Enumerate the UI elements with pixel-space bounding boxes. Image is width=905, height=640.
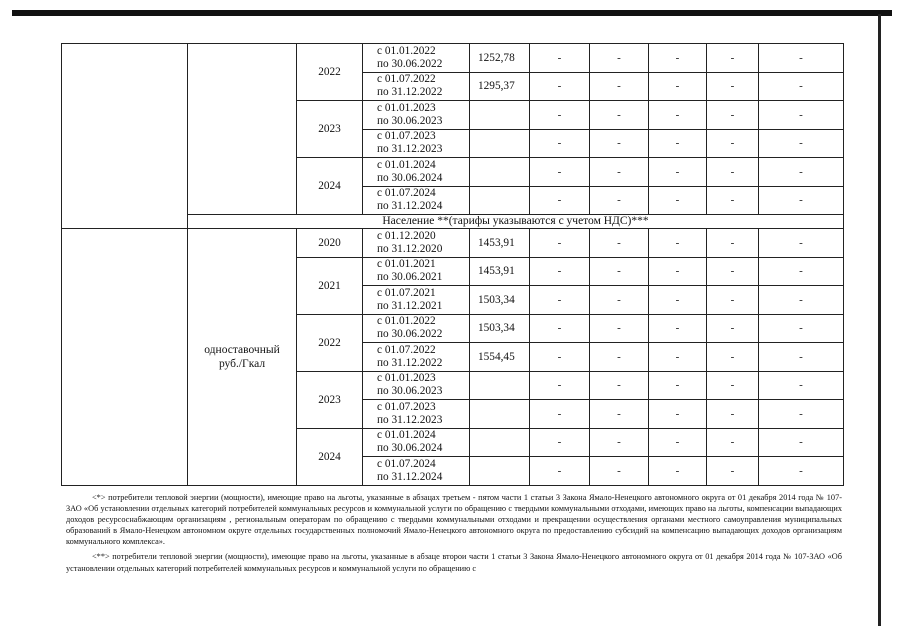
empty-value-dash: - bbox=[759, 72, 844, 101]
empty-value-dash: - bbox=[649, 343, 707, 372]
period-to: по 31.12.2021 bbox=[377, 299, 443, 312]
period-cell bbox=[363, 457, 470, 486]
tariff-value: 1554,45 bbox=[470, 343, 530, 372]
period-to: по 31.12.2022 bbox=[377, 86, 443, 99]
empty-value-dash: - bbox=[590, 257, 649, 286]
tariff-value bbox=[470, 101, 530, 130]
period-from: с 01.01.2021 bbox=[377, 258, 436, 271]
period-cell bbox=[363, 186, 470, 215]
empty-value-dash: - bbox=[707, 44, 759, 73]
tariff-value bbox=[470, 457, 530, 486]
period-from: с 01.01.2024 bbox=[377, 158, 436, 171]
empty-value-dash: - bbox=[759, 343, 844, 372]
empty-value-dash: - bbox=[649, 457, 707, 486]
period-cell bbox=[363, 314, 470, 343]
empty-value-dash: - bbox=[707, 72, 759, 101]
period-cell bbox=[363, 229, 470, 258]
unit-label: руб./Гкал bbox=[218, 357, 266, 370]
period-from: с 01.12.2020 bbox=[377, 229, 436, 242]
empty-value-dash: - bbox=[649, 428, 707, 457]
unit-cell-empty bbox=[188, 44, 297, 215]
empty-value-dash: - bbox=[759, 229, 844, 258]
empty-value-dash: - bbox=[759, 186, 844, 215]
period-cell bbox=[363, 129, 470, 158]
period-to: по 31.12.2020 bbox=[377, 242, 443, 255]
tariff-value: 1453,91 bbox=[470, 229, 530, 258]
period-to: по 31.12.2022 bbox=[377, 356, 443, 369]
empty-value-dash: - bbox=[649, 229, 707, 258]
empty-value-dash: - bbox=[530, 257, 590, 286]
period-to: по 31.12.2023 bbox=[377, 413, 443, 426]
empty-value-dash: - bbox=[530, 158, 590, 187]
tariff-value: 1295,37 bbox=[470, 72, 530, 101]
empty-value-dash: - bbox=[707, 186, 759, 215]
tariff-table bbox=[61, 43, 844, 486]
empty-value-dash: - bbox=[590, 158, 649, 187]
period-from: с 01.01.2022 bbox=[377, 315, 436, 328]
period-to: по 30.06.2022 bbox=[377, 57, 443, 70]
empty-value-dash: - bbox=[649, 257, 707, 286]
category-cell bbox=[62, 44, 188, 229]
empty-value-dash: - bbox=[590, 314, 649, 343]
empty-value-dash: - bbox=[590, 457, 649, 486]
table-row bbox=[62, 229, 844, 258]
empty-value-dash: - bbox=[530, 457, 590, 486]
empty-value-dash: - bbox=[707, 343, 759, 372]
period-to: по 31.12.2023 bbox=[377, 143, 443, 156]
period-cell bbox=[363, 101, 470, 130]
empty-value-dash: - bbox=[649, 286, 707, 315]
section-header: Население **(тарифы указываются с учетом НДС)*** bbox=[188, 215, 844, 229]
period-to: по 31.12.2024 bbox=[377, 200, 443, 213]
empty-value-dash: - bbox=[590, 286, 649, 315]
empty-value-dash: - bbox=[649, 400, 707, 429]
period-from: с 01.01.2024 bbox=[377, 429, 436, 442]
year-cell: 2024 bbox=[297, 158, 363, 215]
period-from: с 01.07.2021 bbox=[377, 286, 436, 299]
empty-value-dash: - bbox=[530, 229, 590, 258]
period-cell bbox=[363, 343, 470, 372]
period-to: по 30.06.2023 bbox=[377, 385, 443, 398]
tariff-value: 1503,34 bbox=[470, 314, 530, 343]
empty-value-dash: - bbox=[590, 44, 649, 73]
table-row bbox=[62, 44, 844, 73]
empty-value-dash: - bbox=[590, 371, 649, 400]
period-from: с 01.07.2024 bbox=[377, 187, 436, 200]
period-to: по 30.06.2024 bbox=[377, 442, 443, 455]
period-to: по 30.06.2023 bbox=[377, 114, 443, 127]
tariff-value: 1503,34 bbox=[470, 286, 530, 315]
period-from: с 01.07.2023 bbox=[377, 400, 436, 413]
empty-value-dash: - bbox=[590, 129, 649, 158]
period-cell bbox=[363, 72, 470, 101]
empty-value-dash: - bbox=[590, 186, 649, 215]
empty-value-dash: - bbox=[649, 101, 707, 130]
empty-value-dash: - bbox=[759, 314, 844, 343]
empty-value-dash: - bbox=[649, 129, 707, 158]
period-from: с 01.07.2022 bbox=[377, 343, 436, 356]
period-cell bbox=[363, 400, 470, 429]
empty-value-dash: - bbox=[759, 457, 844, 486]
empty-value-dash: - bbox=[759, 129, 844, 158]
footnote-1: <*> потребители тепловой энергии (мощности), имеющие право на льготы, указанные в абзацах третьем - пятом части 1 статьи 3 Закона Ямало-Ненецкого автономного округа от 01 декабря 2014 года № 107-ЗАО «Об установлении отдельных категорий потребителей коммунальных ресурсов и коммунальной услуги по обращению с твердыми коммунальными отходами, имеющих право на льготы, компенсации выпадающих доходов ресурсоснабжающим организациям , региональным операторам по обращению с твердыми коммунальными отходами и прекращении осуществления органами местного самоуправления муниципальных образований в Ямало-Ненецком автономном округе отдельных государственных полномочий Ямало-Ненецкого автономного округа по предоставлению субсидий на компенсацию выпадающих доходов организациям коммунального комплекса». bbox=[66, 493, 842, 547]
year-cell: 2024 bbox=[297, 428, 363, 485]
empty-value-dash: - bbox=[707, 158, 759, 187]
empty-value-dash: - bbox=[707, 457, 759, 486]
empty-value-dash: - bbox=[707, 371, 759, 400]
tariff-value bbox=[470, 129, 530, 158]
empty-value-dash: - bbox=[590, 229, 649, 258]
unit-cell bbox=[188, 229, 297, 486]
tariff-value bbox=[470, 371, 530, 400]
empty-value-dash: - bbox=[707, 257, 759, 286]
empty-value-dash: - bbox=[707, 314, 759, 343]
tariff-value bbox=[470, 186, 530, 215]
empty-value-dash: - bbox=[759, 371, 844, 400]
period-from: с 01.07.2023 bbox=[377, 130, 436, 143]
empty-value-dash: - bbox=[707, 400, 759, 429]
empty-value-dash: - bbox=[759, 44, 844, 73]
page-top-border bbox=[12, 10, 892, 16]
year-cell: 2020 bbox=[297, 229, 363, 258]
tariff-value bbox=[470, 400, 530, 429]
period-cell bbox=[363, 44, 470, 73]
year-cell: 2022 bbox=[297, 314, 363, 371]
period-to: по 30.06.2021 bbox=[377, 271, 443, 284]
empty-value-dash: - bbox=[530, 371, 590, 400]
empty-value-dash: - bbox=[759, 286, 844, 315]
period-to: по 31.12.2024 bbox=[377, 470, 443, 483]
page-right-border bbox=[878, 14, 881, 626]
empty-value-dash: - bbox=[590, 428, 649, 457]
period-to: по 30.06.2022 bbox=[377, 328, 443, 341]
empty-value-dash: - bbox=[649, 314, 707, 343]
empty-value-dash: - bbox=[649, 158, 707, 187]
empty-value-dash: - bbox=[649, 371, 707, 400]
period-cell bbox=[363, 257, 470, 286]
period-from: с 01.07.2024 bbox=[377, 457, 436, 470]
empty-value-dash: - bbox=[590, 400, 649, 429]
tariff-value bbox=[470, 428, 530, 457]
empty-value-dash: - bbox=[707, 129, 759, 158]
year-cell: 2023 bbox=[297, 101, 363, 158]
period-from: с 01.01.2023 bbox=[377, 372, 436, 385]
empty-value-dash: - bbox=[530, 343, 590, 372]
empty-value-dash: - bbox=[649, 186, 707, 215]
empty-value-dash: - bbox=[530, 44, 590, 73]
category-cell-empty bbox=[62, 229, 188, 486]
rate-type-label: одноставочный bbox=[204, 343, 280, 356]
empty-value-dash: - bbox=[759, 158, 844, 187]
year-cell: 2022 bbox=[297, 44, 363, 101]
period-cell bbox=[363, 371, 470, 400]
empty-value-dash: - bbox=[530, 72, 590, 101]
period-cell bbox=[363, 158, 470, 187]
period-to: по 30.06.2024 bbox=[377, 171, 443, 184]
empty-value-dash: - bbox=[649, 72, 707, 101]
empty-value-dash: - bbox=[707, 286, 759, 315]
empty-value-dash: - bbox=[590, 343, 649, 372]
year-cell: 2021 bbox=[297, 257, 363, 314]
empty-value-dash: - bbox=[530, 286, 590, 315]
footnotes bbox=[66, 492, 842, 574]
empty-value-dash: - bbox=[759, 257, 844, 286]
empty-value-dash: - bbox=[759, 428, 844, 457]
tariff-value bbox=[470, 158, 530, 187]
tariff-value: 1453,91 bbox=[470, 257, 530, 286]
period-from: с 01.01.2022 bbox=[377, 44, 436, 57]
empty-value-dash: - bbox=[707, 101, 759, 130]
period-cell bbox=[363, 286, 470, 315]
empty-value-dash: - bbox=[530, 314, 590, 343]
period-cell bbox=[363, 428, 470, 457]
footnote-2: <**> потребители тепловой энергии (мощности), имеющие право на льготы, указанные в абзаце второи части 1 статьи 3 Закона Ямало-Ненецкого автономного округа от 01 декабря 2014 года № 107-ЗАО «Об установлении отдельных категорий потребителей коммунальных ресурсов и коммунальной услуги по обращению с bbox=[66, 552, 842, 573]
empty-value-dash: - bbox=[530, 101, 590, 130]
empty-value-dash: - bbox=[759, 101, 844, 130]
empty-value-dash: - bbox=[590, 101, 649, 130]
empty-value-dash: - bbox=[707, 428, 759, 457]
empty-value-dash: - bbox=[707, 229, 759, 258]
empty-value-dash: - bbox=[530, 186, 590, 215]
period-from: с 01.07.2022 bbox=[377, 73, 436, 86]
year-cell: 2023 bbox=[297, 371, 363, 428]
empty-value-dash: - bbox=[530, 129, 590, 158]
empty-value-dash: - bbox=[530, 428, 590, 457]
empty-value-dash: - bbox=[530, 400, 590, 429]
tariff-value: 1252,78 bbox=[470, 44, 530, 73]
empty-value-dash: - bbox=[759, 400, 844, 429]
empty-value-dash: - bbox=[590, 72, 649, 101]
period-from: с 01.01.2023 bbox=[377, 101, 436, 114]
empty-value-dash: - bbox=[649, 44, 707, 73]
